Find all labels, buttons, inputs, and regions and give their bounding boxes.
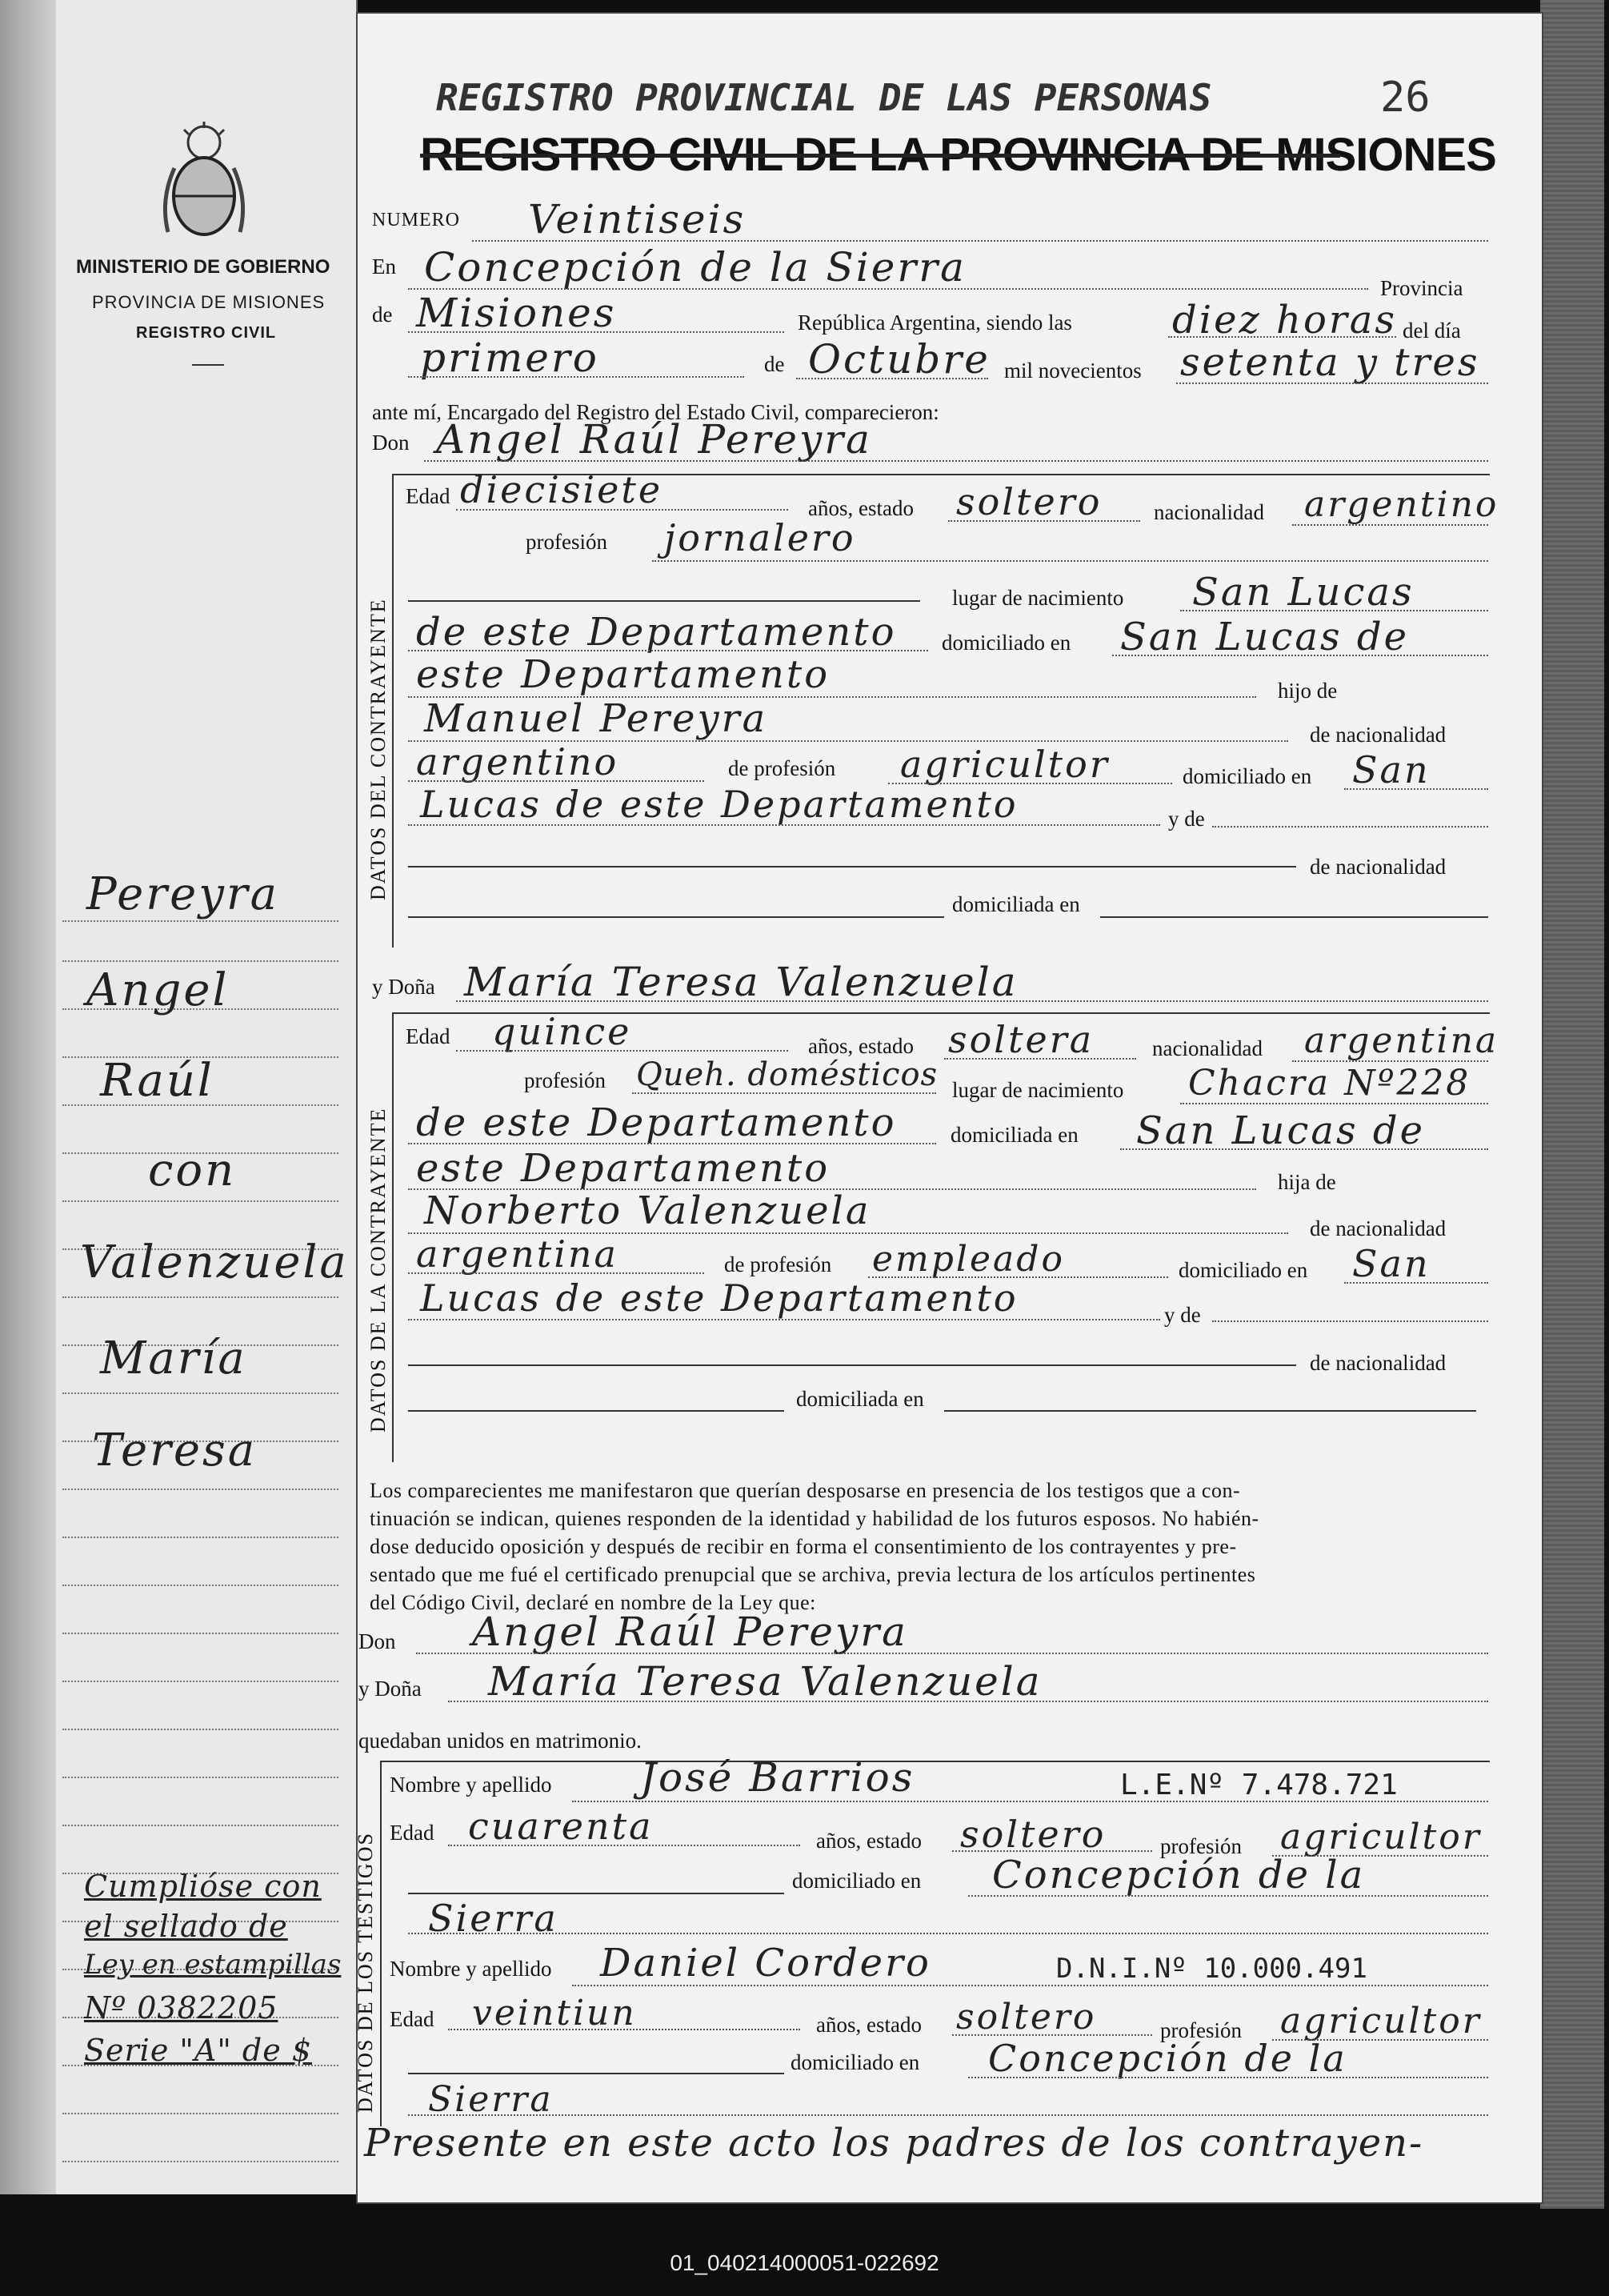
groom-mother-nacionalidad-label: de nacionalidad xyxy=(1310,855,1447,879)
en-value: Concepción de la Sierra xyxy=(424,244,967,291)
rule xyxy=(62,1200,338,1202)
rule xyxy=(62,1729,338,1730)
rule xyxy=(62,1777,338,1778)
bride-edad-label: Edad xyxy=(406,1024,450,1048)
numero-label: NUMERO xyxy=(372,210,461,230)
w1-domicilio-label: domiciliado en xyxy=(792,1869,922,1893)
stamp-note-line: Ley en estampillas xyxy=(84,1949,342,1981)
declaration-line: del Código Civil, declaré en nombre de la Ley que: xyxy=(370,1591,816,1614)
groom-de-nacionalidad-label: de nacionalidad xyxy=(1310,723,1447,747)
groom-domicilio-label: domiciliado en xyxy=(942,631,1071,655)
de-label: de xyxy=(372,303,393,327)
w2-anios-estado-label: años, estado xyxy=(816,2013,922,2037)
margin-bride-first-name: María xyxy=(100,1332,247,1384)
bride-father-domicilio2: Lucas de este Departamento xyxy=(420,1276,1019,1320)
bride-anios-estado-label: años, estado xyxy=(808,1034,914,1058)
w1-nombre-label: Nombre y apellido xyxy=(390,1773,552,1797)
bride-nacionalidad-label: nacionalidad xyxy=(1152,1036,1263,1060)
groom-father-domicilio-label: domiciliado en xyxy=(1183,764,1312,788)
printed-title: REGISTRO CIVIL DE LA PROVINCIA DE MISIONES xyxy=(420,129,1496,181)
groom-lugar-value2: de este Departamento xyxy=(416,610,897,655)
w2-domicilio2: Sierra xyxy=(428,2079,554,2120)
republica-text: República Argentina, siendo las xyxy=(798,311,1072,335)
bride-profesion-value: Queh. domésticos xyxy=(636,1056,939,1093)
w2-nombre-label: Nombre y apellido xyxy=(390,1957,552,1981)
w2-doc: D.N.I.Nº 10.000.491 xyxy=(1056,1953,1367,1985)
margin-surname: Pereyra xyxy=(86,868,280,920)
groom-nacionalidad-label: nacionalidad xyxy=(1154,500,1264,524)
w1-estado: soltero xyxy=(960,1813,1107,1856)
margin-connector: con xyxy=(148,1144,237,1196)
w2-domicilio: Concepción de la xyxy=(988,2037,1347,2080)
page-edge xyxy=(1540,0,1604,2209)
page-number: 26 xyxy=(1380,74,1431,122)
groom-y-de-label: y de xyxy=(1168,807,1205,831)
w1-profesion-label: profesión xyxy=(1160,1834,1242,1858)
groom-father-name: Manuel Pereyra xyxy=(424,696,768,741)
margin-bride-surname: Valenzuela xyxy=(80,1236,349,1288)
groom-father-profesion: agricultor xyxy=(900,743,1110,786)
declaration-line: tinuación se indican, quienes responden de la identidad y habilidad de los futuros esposos. No habién- xyxy=(370,1507,1259,1530)
del-dia-label: del día xyxy=(1403,319,1461,343)
w1-edad: cuarenta xyxy=(468,1805,654,1848)
declaration-line: dose deducido oposición y después de recibir en forma el consentimiento de los contrayentes y pre- xyxy=(370,1535,1237,1558)
margin-bride-second-name: Teresa xyxy=(92,1424,258,1477)
dia-value: primero xyxy=(420,335,599,381)
bride-domicilio-label: domiciliada en xyxy=(951,1123,1079,1147)
bride-de-nacionalidad-label: de nacionalidad xyxy=(1310,1216,1447,1240)
bride-nacionalidad-value: argentina xyxy=(1304,1020,1499,1061)
w2-edad-label: Edad xyxy=(390,2007,434,2031)
numero-value: Veintiseis xyxy=(528,196,746,242)
rule xyxy=(62,1489,338,1490)
declaration-bride-name: María Teresa Valenzuela xyxy=(488,1658,1043,1705)
witnesses-section-label: DATOS DE LOS TESTIGOS xyxy=(354,1832,377,2113)
groom-lugar-value: San Lucas xyxy=(1192,570,1415,615)
groom-anios-estado-label: años, estado xyxy=(808,496,914,520)
bride-father-domicilio-label: domiciliado en xyxy=(1179,1258,1308,1282)
image-caption: 01_040214000051-022692 xyxy=(670,2250,939,2275)
coat-of-arms-icon xyxy=(152,120,256,248)
registry-label: REGISTRO CIVIL xyxy=(136,324,277,342)
bride-y-de-label: y de xyxy=(1164,1303,1201,1327)
bride-lugar-value2: de este Departamento xyxy=(416,1100,897,1145)
stamped-title: REGISTRO PROVINCIAL DE LAS PERSONAS xyxy=(436,76,1212,119)
bride-domicilio-value2: este Departamento xyxy=(416,1146,831,1191)
w1-edad-label: Edad xyxy=(390,1821,434,1845)
groom-edad-value: diecisiete xyxy=(460,468,663,511)
w2-edad: veintiun xyxy=(472,1993,637,2034)
groom-father-nacionalidad: argentino xyxy=(416,740,619,783)
margin-second-name: Raúl xyxy=(100,1055,214,1107)
groom-section-label: DATOS DEL CONTRAYENTE xyxy=(366,598,390,900)
declaration-don-label: Don xyxy=(358,1629,396,1653)
w1-name: José Barrios xyxy=(640,1754,915,1801)
rule xyxy=(62,1633,338,1634)
groom-de-profesion-label: de profesión xyxy=(728,756,836,780)
groom-father-domicilio: San xyxy=(1352,748,1431,791)
groom-domicilio-value2: este Departamento xyxy=(416,652,831,697)
groom-profesion-value: jornalero xyxy=(664,516,856,559)
bride-hija-label: hija de xyxy=(1278,1170,1336,1194)
rule xyxy=(62,960,338,962)
rule xyxy=(62,1585,338,1586)
rule xyxy=(62,1681,338,1682)
anio-value: setenta y tres xyxy=(1180,340,1480,385)
bride-father-profesion: empleado xyxy=(872,1239,1065,1280)
ante-text: ante mí, Encargado del Registro del Estado Civil, comparecieron: xyxy=(372,400,939,424)
ministry-label: MINISTERIO DE GOBIERNO xyxy=(76,256,330,278)
rule xyxy=(62,1537,338,1538)
bride-section-label: DATOS DE LA CONTRAYENTE xyxy=(366,1107,390,1432)
province-label: PROVINCIA DE MISIONES xyxy=(92,292,326,312)
bride-domicilio-value: San Lucas de xyxy=(1136,1108,1425,1153)
declaration-line: Los comparecientes me manifestaron que querían desposarse en presencia de los testigos que a con- xyxy=(370,1479,1241,1502)
de2-label: de xyxy=(764,352,785,376)
w1-domicilio: Concepción de la xyxy=(992,1853,1366,1897)
w1-doc: L.E.Nº 7.478.721 xyxy=(1120,1769,1398,1801)
stamp-note-line: Serie "A" de $ xyxy=(84,2033,312,2068)
de-value: Misiones xyxy=(416,290,617,336)
divider xyxy=(192,364,224,366)
title-strikethrough xyxy=(420,154,1340,158)
w2-estado: soltero xyxy=(956,1997,1097,2038)
w2-profesion: agricultor xyxy=(1280,2001,1482,2042)
w2-name: Daniel Cordero xyxy=(600,1941,931,1985)
left-page xyxy=(0,0,358,2194)
mil-label: mil novecientos xyxy=(1004,359,1142,383)
w1-anios-estado-label: años, estado xyxy=(816,1829,922,1853)
declaration-dona-label: y Doña xyxy=(358,1677,422,1701)
en-label: En xyxy=(372,254,396,278)
bride-lugar-value: Chacra Nº228 xyxy=(1188,1063,1471,1104)
groom-hijo-label: hijo de xyxy=(1278,679,1338,703)
w2-domicilio-label: domiciliado en xyxy=(790,2050,920,2074)
bride-father-name: Norberto Valenzuela xyxy=(424,1188,871,1233)
groom-edad-label: Edad xyxy=(406,484,450,508)
bride-edad-value: quince xyxy=(492,1010,632,1053)
w1-domicilio2: Sierra xyxy=(428,1897,558,1940)
bride-estado-value: soltera xyxy=(948,1018,1095,1061)
rule xyxy=(62,2161,338,2162)
rule xyxy=(62,1392,338,1394)
groom-mother-domicilio-label: domiciliada en xyxy=(952,892,1080,916)
bride-lugar-label: lugar de nacimiento xyxy=(952,1078,1124,1102)
groom-name: Angel Raúl Pereyra xyxy=(436,416,872,463)
rule xyxy=(62,920,338,922)
provincia-label: Provincia xyxy=(1380,276,1463,300)
declaration-closing: quedaban unidos en matrimonio. xyxy=(358,1729,642,1753)
bride-father-domicilio: San xyxy=(1352,1242,1431,1285)
left-page-binding-edge xyxy=(0,0,56,2194)
groom-profesion-label: profesión xyxy=(526,530,607,554)
bride-father-nacionalidad: argentina xyxy=(416,1232,618,1276)
don-label: Don xyxy=(372,431,410,455)
rule xyxy=(62,2113,338,2114)
bride-mother-nacionalidad-label: de nacionalidad xyxy=(1310,1351,1447,1375)
groom-domicilio-value: San Lucas de xyxy=(1120,615,1409,659)
declaration-line: sentado que me fué el certificado prenupcial que se archiva, previa lectura de los artículos pertinentes xyxy=(370,1563,1256,1586)
stamp-note-line: el sellado de xyxy=(84,1909,288,1944)
bride-mother-domicilio-label: domiciliada en xyxy=(796,1387,924,1411)
w2-profesion-label: profesión xyxy=(1160,2018,1242,2042)
bride-profesion-label: profesión xyxy=(524,1068,606,1092)
dona-label: y Doña xyxy=(372,975,435,999)
groom-nacionalidad-value: argentino xyxy=(1304,484,1499,525)
groom-lugar-label: lugar de nacimiento xyxy=(952,586,1124,610)
hora-value: diez horas xyxy=(1172,298,1398,343)
rule xyxy=(62,1296,338,1298)
groom-father-domicilio2: Lucas de este Departamento xyxy=(420,783,1019,826)
bride-de-profesion-label: de profesión xyxy=(724,1252,832,1276)
final-note: Presente en este acto los padres de los contrayen- xyxy=(364,2121,1424,2166)
mes-value: Octubre xyxy=(808,336,991,383)
margin-first-name: Angel xyxy=(86,964,230,1016)
stamp-note-line: Nº 0382205 xyxy=(84,1990,278,2026)
groom-estado-value: soltero xyxy=(956,480,1103,523)
stamp-note-line: Cumplióse con xyxy=(84,1869,322,1904)
rule xyxy=(62,1825,338,1826)
declaration-groom-name: Angel Raúl Pereyra xyxy=(472,1609,908,1655)
w1-profesion: agricultor xyxy=(1280,1817,1482,1857)
bride-name: María Teresa Valenzuela xyxy=(464,959,1019,1005)
